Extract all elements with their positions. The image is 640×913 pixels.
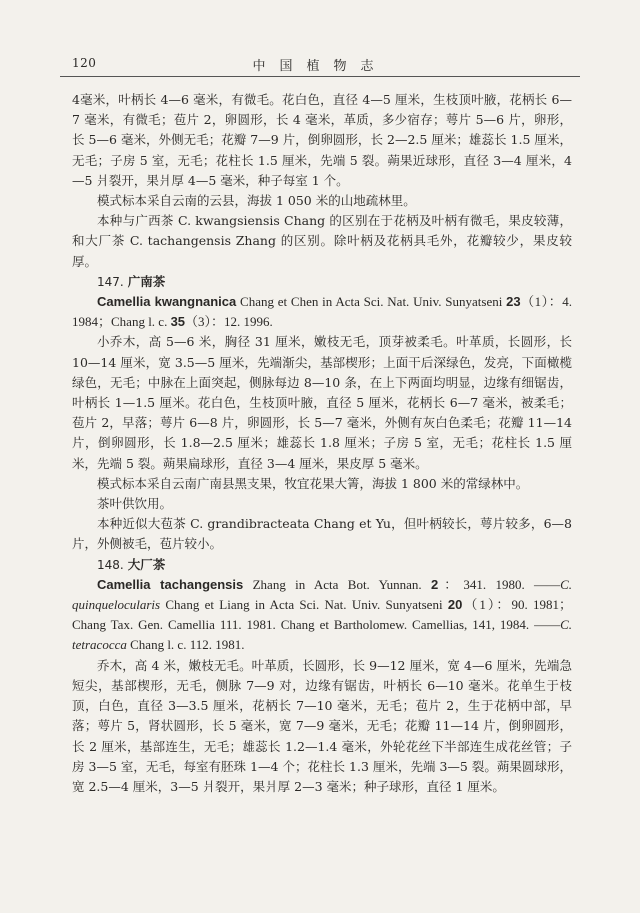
citation-text: ：341. 1980. —— [438,576,561,592]
citation-volume: 20 [447,597,463,613]
species-latin-name: Camellia tachangensis [97,576,244,592]
citation-text: （1）：90. 1981；Chang Tax. Gen. Camellia 111. 1981. Chang et Bartholomew. Camellias, 141, 1984. —— [72,597,572,633]
species-latin-name: Camellia kwangnanica [97,294,237,310]
species-citation-148 [72,575,572,656]
citation-text: Chang l. c. 112. 1981. [126,637,245,653]
species-use-147: 茶叶供饮用。 [97,496,173,512]
species-type-locality-147: 模式标本采自云南广南县黑支果，牧宜花果大箐，海拔 1 800 米的常绿林中。 [97,475,529,491]
citation-text: （1）：4. 1984；Chang l. c. [72,294,572,330]
citation-volume: 35 [170,314,186,330]
species-number: 148. [97,557,124,572]
paragraph-continuation: 4毫米，叶柄长 4—6 毫米，有微毛。花白色，直径 4—5 厘米，生枝顶叶腋，花柄长 6—7 毫米，有微毛；苞片 2，卵圆形，长 4 毫米，革质，多少宿存；萼片 5—6 片，卵形，长 5—6 毫米，外侧无毛；花瓣 7—9 片，倒卵圆形，长 2—2.5 厘米；雄蕊长 1.5 厘米，无毛；子房 5 室，无毛；花柱长 1.5 厘米，先端 5 裂。蒴果近球形，直径 3—4 厘米，4—5 爿裂开，果爿厚 4—5 毫米，种子每室 1 个。 [72,92,572,188]
paragraph-comparison: 本种与广西茶 C. kwangsiensis Chang 的区别在于花柄及叶柄有微毛，果皮较薄，和大厂茶 C. tachangensis Zhang 的区别。除叶柄及花柄具毛外，花瓣较少，果皮较厚。 [72,213,572,269]
page-header [60,56,580,77]
species-heading-148 [72,555,572,575]
species-chinese-name: 广南茶 [127,273,166,289]
species-description-148: 乔木，高 4 米，嫩枝无毛。叶革质，长圆形，长 9—12 厘米，宽 4—6 厘米，先端急短尖，基部楔形，无毛，侧脉 7—9 对，边缘有锯齿，叶柄长 6—10 毫米。花单生于枝顶，白色，直径 3—3.5 厘米，花柄长 7—10 毫米，无毛；苞片 2，生于花柄中部，早落；萼片 5，肾状圆形，长 5 毫米，宽 7—9 毫米，无毛；花瓣 11—14 片，倒卵圆形，长 2 厘米，基部连生，无毛；雄蕊长 1.2—1.4 毫米，外轮花丝下半部连生成花丝管；子房 3—5 室，无毛，每室有胚珠 1—4 个；花柱长 1.3 厘米，先端 3—5 裂。蒴果圆球形，宽 2.5—4 厘米，3—5 爿裂开，果爿厚 2—3 毫米；种子球形，直径 1 厘米。 [72,657,572,794]
citation-text: Chang et Chen in Acta Sci. Nat. Univ. Sunyatseni [236,294,507,310]
species-citation-147 [72,292,572,332]
synonym-name: C. quinquelocularis [72,576,572,613]
citation-text: Chang et Liang in Acta Sci. Nat. Univ. Sunyatseni [160,597,448,613]
citation-text: （3）：12. 1996. [185,314,273,330]
body-text [72,90,572,797]
species-chinese-name: 大厂茶 [127,556,166,572]
species-description-147: 小乔木，高 5—6 米，胸径 31 厘米，嫩枝无毛，顶芽被柔毛。叶革质，长圆形，长 10—14 厘米，宽 3.5—5 厘米，先端渐尖，基部楔形；上面干后深绿色，发亮，下面橄榄绿色，无毛；中脉在上面突起，侧脉每边 8—10 条，在上下两面均明显，边缘有细锯齿，叶柄长 1—1.5 厘米。花白色，生枝顶叶腋，直径 5 厘米，花柄长 6—7 毫米，被柔毛；苞片 2，早落；萼片 6—8 片，卵圆形，长 5—7 毫米，外侧有灰白色柔毛；花瓣 11—14 片，倒卵圆形，长 1.8—2.5 厘米；雄蕊长 1.8 厘米；子房 5 室，无毛；花柱长 1.5 厘米，先端 5 裂。蒴果扁球形，直径 3—4 厘米，果皮厚 5 毫米。 [72,334,572,471]
synonym-name: C. tetracocca [72,617,572,653]
citation-volume: 2 [430,576,439,592]
page-number: 120 [72,56,97,70]
species-number: 147. [97,274,124,289]
species-note-147: 本种近似大苞茶 C. grandibracteata Chang et Yu，但叶柄较长，萼片较多，6—8 片，外侧被毛，苞片较小。 [72,516,572,552]
paragraph-type-locality: 模式标本采自云南的云县，海拔 1 050 米的山地疏林里。 [97,193,416,209]
species-heading-147 [72,272,572,292]
running-title: 中国植物志 [252,59,388,74]
citation-volume: 23 [506,294,521,310]
citation-text: Zhang in Acta Bot. Yunnan. [243,576,431,592]
